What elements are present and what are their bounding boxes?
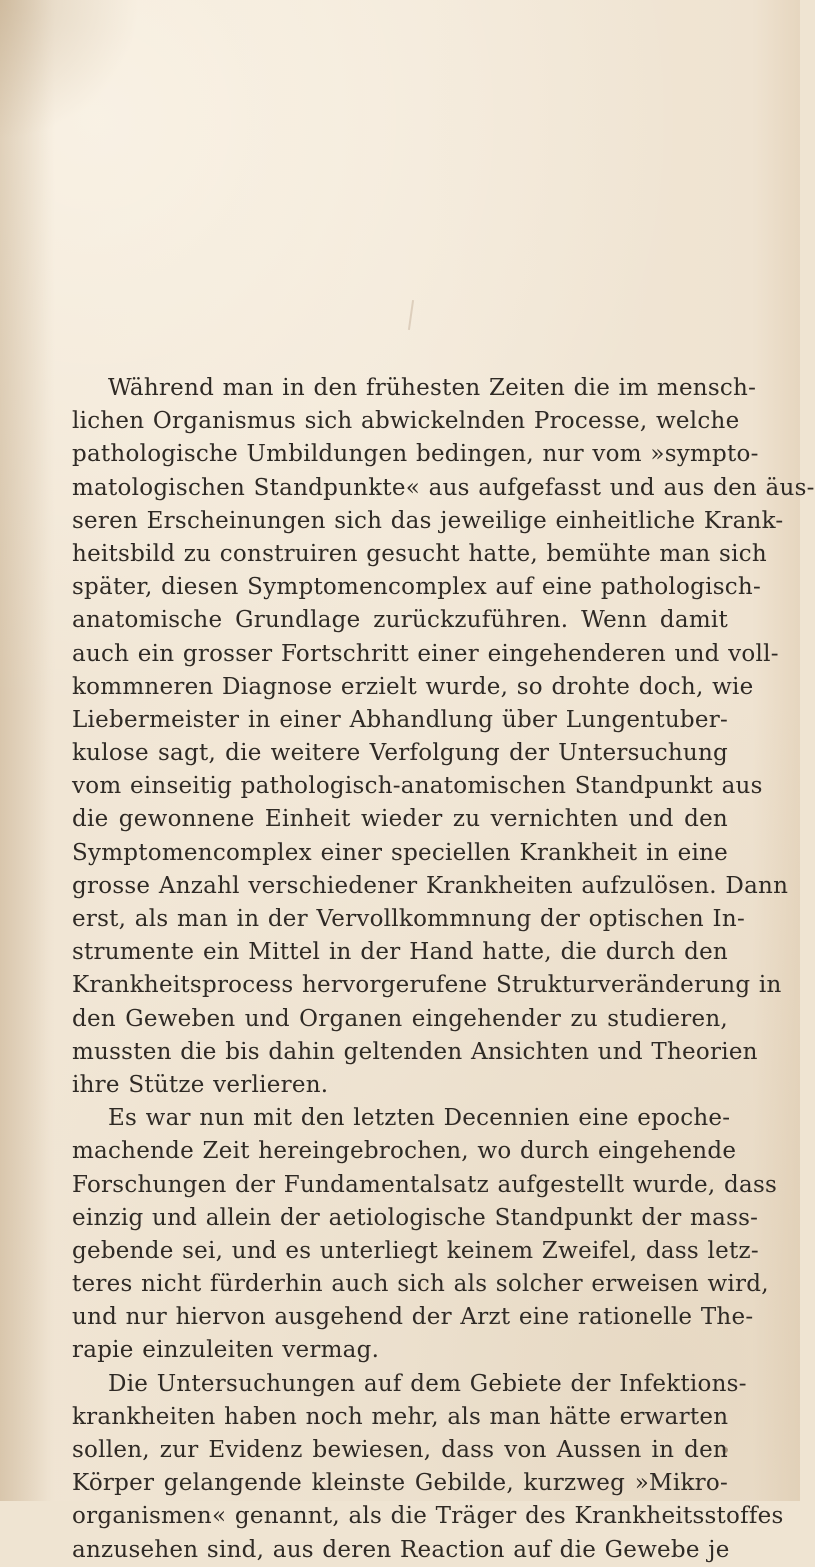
text-line: kommneren Diagnose erzielt wurde, so drohte doch, wie: [72, 673, 754, 700]
paragraph-1: [72, 372, 815, 1102]
text-line: einzig und allein der aetiologische Standpunkt der mass-: [72, 1204, 759, 1231]
text-line: den Geweben und Organen eingehender zu studieren,: [72, 1005, 728, 1032]
text-line: mussten die bis dahin geltenden Ansichten und Theorien: [72, 1038, 758, 1065]
paragraph-3: [72, 1368, 784, 1567]
text-line: gebende sei, und es unterliegt keinem Zweifel, dass letz-: [72, 1237, 759, 1264]
text-line: ihre Stütze verlieren.: [72, 1071, 329, 1098]
text-line: machende Zeit hereingebrochen, wo durch eingehende: [72, 1138, 737, 1165]
text-line: matologischen Standpunkte« aus aufgefasst und aus den äus-: [72, 474, 815, 501]
text-line: seren Erscheinungen sich das jeweilige einheitliche Krank-: [72, 507, 784, 534]
text-line: grosse Anzahl verschiedener Krankheiten aufzulösen. Dann: [72, 872, 789, 899]
paper-scuff-mark: [408, 300, 414, 330]
text-line: krankheiten haben noch mehr, als man hätte erwarten: [72, 1403, 729, 1430]
text-line: die gewonnene Einheit wieder zu vernichten und den: [72, 806, 728, 833]
text-line: kulose sagt, die weitere Verfolgung der Untersuchung: [72, 740, 728, 767]
text-line: und nur hiervon ausgehend der Arzt eine rationelle The-: [72, 1304, 754, 1331]
text-line: organismen« genannt, als die Träger des Krankheitsstoffes: [72, 1503, 784, 1530]
text-line: teres nicht fürderhin auch sich als solcher erweisen wird,: [72, 1271, 769, 1298]
text-line: auch ein grosser Fortschritt einer eingehenderen und voll-: [72, 640, 779, 667]
text-line: Es war nun mit den letzten Decennien eine epoche-: [108, 1105, 731, 1132]
text-line: sollen, zur Evidenz bewiesen, dass von Aussen in den: [72, 1437, 728, 1463]
text-line: Während man in den frühesten Zeiten die im mensch-: [108, 375, 757, 401]
text-line: Krankheitsprocess hervorgerufene Strukturveränderung in: [72, 972, 782, 999]
text-line: Forschungen der Fundamentalsatz aufgestellt wurde, dass: [72, 1171, 778, 1198]
text-line: pathologische Umbildungen bedingen, nur vom »sympto-: [72, 441, 759, 468]
text-line: Die Untersuchungen auf dem Gebiete der Infektions-: [108, 1370, 747, 1397]
text-line: lichen Organismus sich abwickelnden Processe, welche: [72, 408, 740, 435]
text-line: Symptomencomplex einer speciellen Krankheit in eine: [72, 839, 728, 866]
text-line: anzusehen sind, aus deren Reaction auf die Gewebe je: [72, 1536, 730, 1563]
text-line: anatomische Grundlage zurückzuführen. Wenn damit: [72, 607, 728, 634]
text-line: rapie einzuleiten vermag.: [72, 1337, 380, 1364]
text-line: Liebermeister in einer Abhandlung über Lungentuber-: [72, 706, 728, 733]
text-line: strumente ein Mittel in der Hand hatte, die durch den: [72, 939, 728, 966]
paper-corner-stain: [0, 0, 140, 140]
text-line: vom einseitig pathologisch-anatomischen Standpunkt aus: [72, 773, 763, 800]
text-line: später, diesen Symptomencomplex auf eine pathologisch-: [72, 574, 761, 601]
paper-edge-stain: [0, 0, 55, 1501]
paragraph-2: [72, 1102, 778, 1368]
text-line: heitsbild zu construiren gesucht hatte, bemühte man sich: [72, 540, 767, 567]
text-line: erst, als man in der Vervollkommnung der optischen In-: [72, 906, 745, 932]
text-line: Körper gelangende kleinste Gebilde, kurzweg »Mikro-: [72, 1470, 728, 1497]
body-text: [72, 372, 815, 1567]
